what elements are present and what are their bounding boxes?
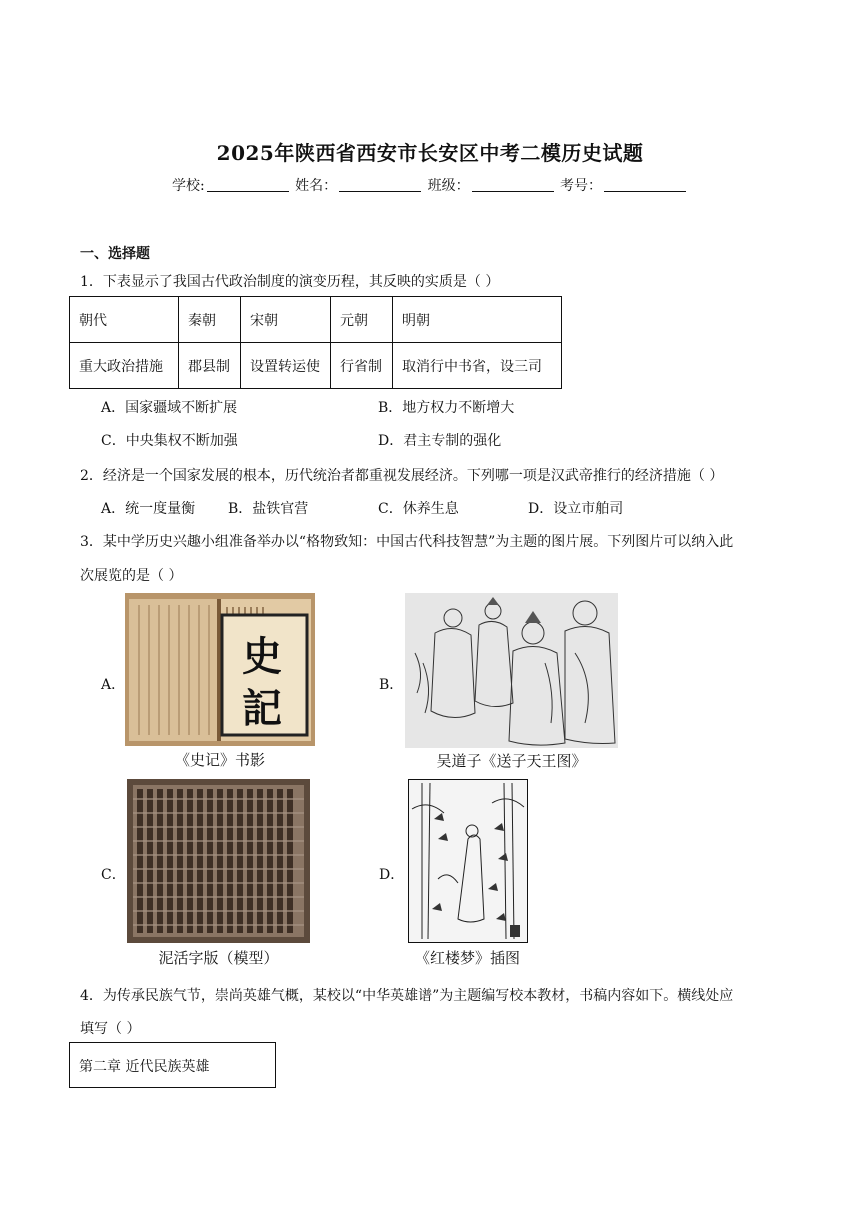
question-3-stem-line-2: 次展览的是（ ） [80, 568, 183, 584]
question-2-stem: 2．经济是一个国家发展的根本，历代统治者都重视发展经济。下列哪一项是汉武帝推行的经济措施（ ） [80, 468, 724, 484]
question-3-caption-d: 《红楼梦》插图 [414, 949, 520, 967]
name-blank[interactable] [339, 177, 421, 192]
question-1-option-d[interactable]: D．君主专制的强化 [378, 433, 502, 449]
songzi-tianwang-painting-image [405, 593, 618, 748]
question-2-option-a[interactable]: A．统一度量衡 [101, 501, 196, 517]
table-cell: 行省制 [331, 343, 393, 389]
question-3-caption-c: 泥活字版（模型） [158, 949, 279, 967]
question-3-option-c-label[interactable]: C． [101, 867, 126, 883]
exam-number-label: 考号： [560, 178, 603, 194]
student-info-line [0, 175, 860, 195]
question-2-option-d[interactable]: D．设立市舶司 [528, 501, 624, 517]
question-3-option-b-label[interactable]: B． [379, 677, 404, 693]
woodblock-illustration-graphic [408, 779, 528, 943]
question-1-option-a[interactable]: A．国家疆域不断扩展 [101, 400, 238, 416]
shiji-cover-char-1: 史 [242, 633, 282, 680]
question-3-stem-line-1: 3．某中学历史兴趣小组准备举办以“格物致知：中国古代科技智慧”为主题的图片展。下列图片可以纳入此 [80, 534, 734, 550]
line-drawing-figures-graphic [405, 593, 618, 748]
table-cell: 元朝 [331, 297, 393, 343]
class-label: 班级： [427, 178, 470, 194]
school-label: 学校: [171, 178, 205, 194]
clay-type-grid-graphic [127, 779, 310, 943]
hongloumeng-illustration-image [408, 779, 528, 943]
question-3-option-a-label[interactable]: A． [101, 677, 126, 693]
question-1-table [69, 296, 562, 389]
table-cell: 宋朝 [241, 297, 331, 343]
table-cell: 设置转运使 [241, 343, 331, 389]
question-3-caption-b: 吴道子《送子天王图》 [436, 752, 587, 770]
question-1-option-b[interactable]: B．地方权力不断增大 [378, 400, 515, 416]
shiji-book-image [125, 593, 315, 746]
section-heading: 一、选择题 [80, 246, 150, 262]
question-4-stem-line-2: 填写（ ） [80, 1021, 141, 1037]
exam-number-blank[interactable] [604, 177, 686, 192]
class-blank[interactable] [472, 177, 554, 192]
table-cell: 明朝 [393, 297, 562, 343]
question-1-option-c[interactable]: C．中央集权不断加强 [101, 433, 238, 449]
shiji-cover-char-2: 記 [242, 685, 282, 732]
question-1-stem: 1．下表显示了我国古代政治制度的演变历程，其反映的实质是（ ） [80, 274, 500, 290]
question-4-stem-line-1: 4．为传承民族气节，崇尚英雄气概，某校以“中华英雄谱”为主题编写校本教材，书稿内容如下。横线处应 [80, 988, 734, 1004]
clay-type-block-image [127, 779, 310, 943]
name-label: 姓名： [295, 178, 338, 194]
question-2-option-b[interactable]: B．盐铁官营 [228, 501, 309, 517]
chapter-box: 第二章 近代民族英雄 [69, 1042, 276, 1088]
table-cell: 秦朝 [179, 297, 241, 343]
question-3-caption-a: 《史记》书影 [174, 751, 265, 769]
shiji-book-graphic [125, 593, 315, 746]
table-cell: 取消行中书省，设三司 [393, 343, 562, 389]
table-row [70, 343, 562, 389]
table-cell: 重大政治措施 [70, 343, 179, 389]
school-blank[interactable] [207, 177, 289, 192]
table-cell: 朝代 [70, 297, 179, 343]
table-row [70, 297, 562, 343]
page-title: 2025年陕西省西安市长安区中考二模历史试题 [216, 141, 644, 165]
question-3-option-d-label[interactable]: D． [379, 867, 405, 883]
table-cell: 郡县制 [179, 343, 241, 389]
question-2-option-c[interactable]: C．休养生息 [378, 501, 459, 517]
